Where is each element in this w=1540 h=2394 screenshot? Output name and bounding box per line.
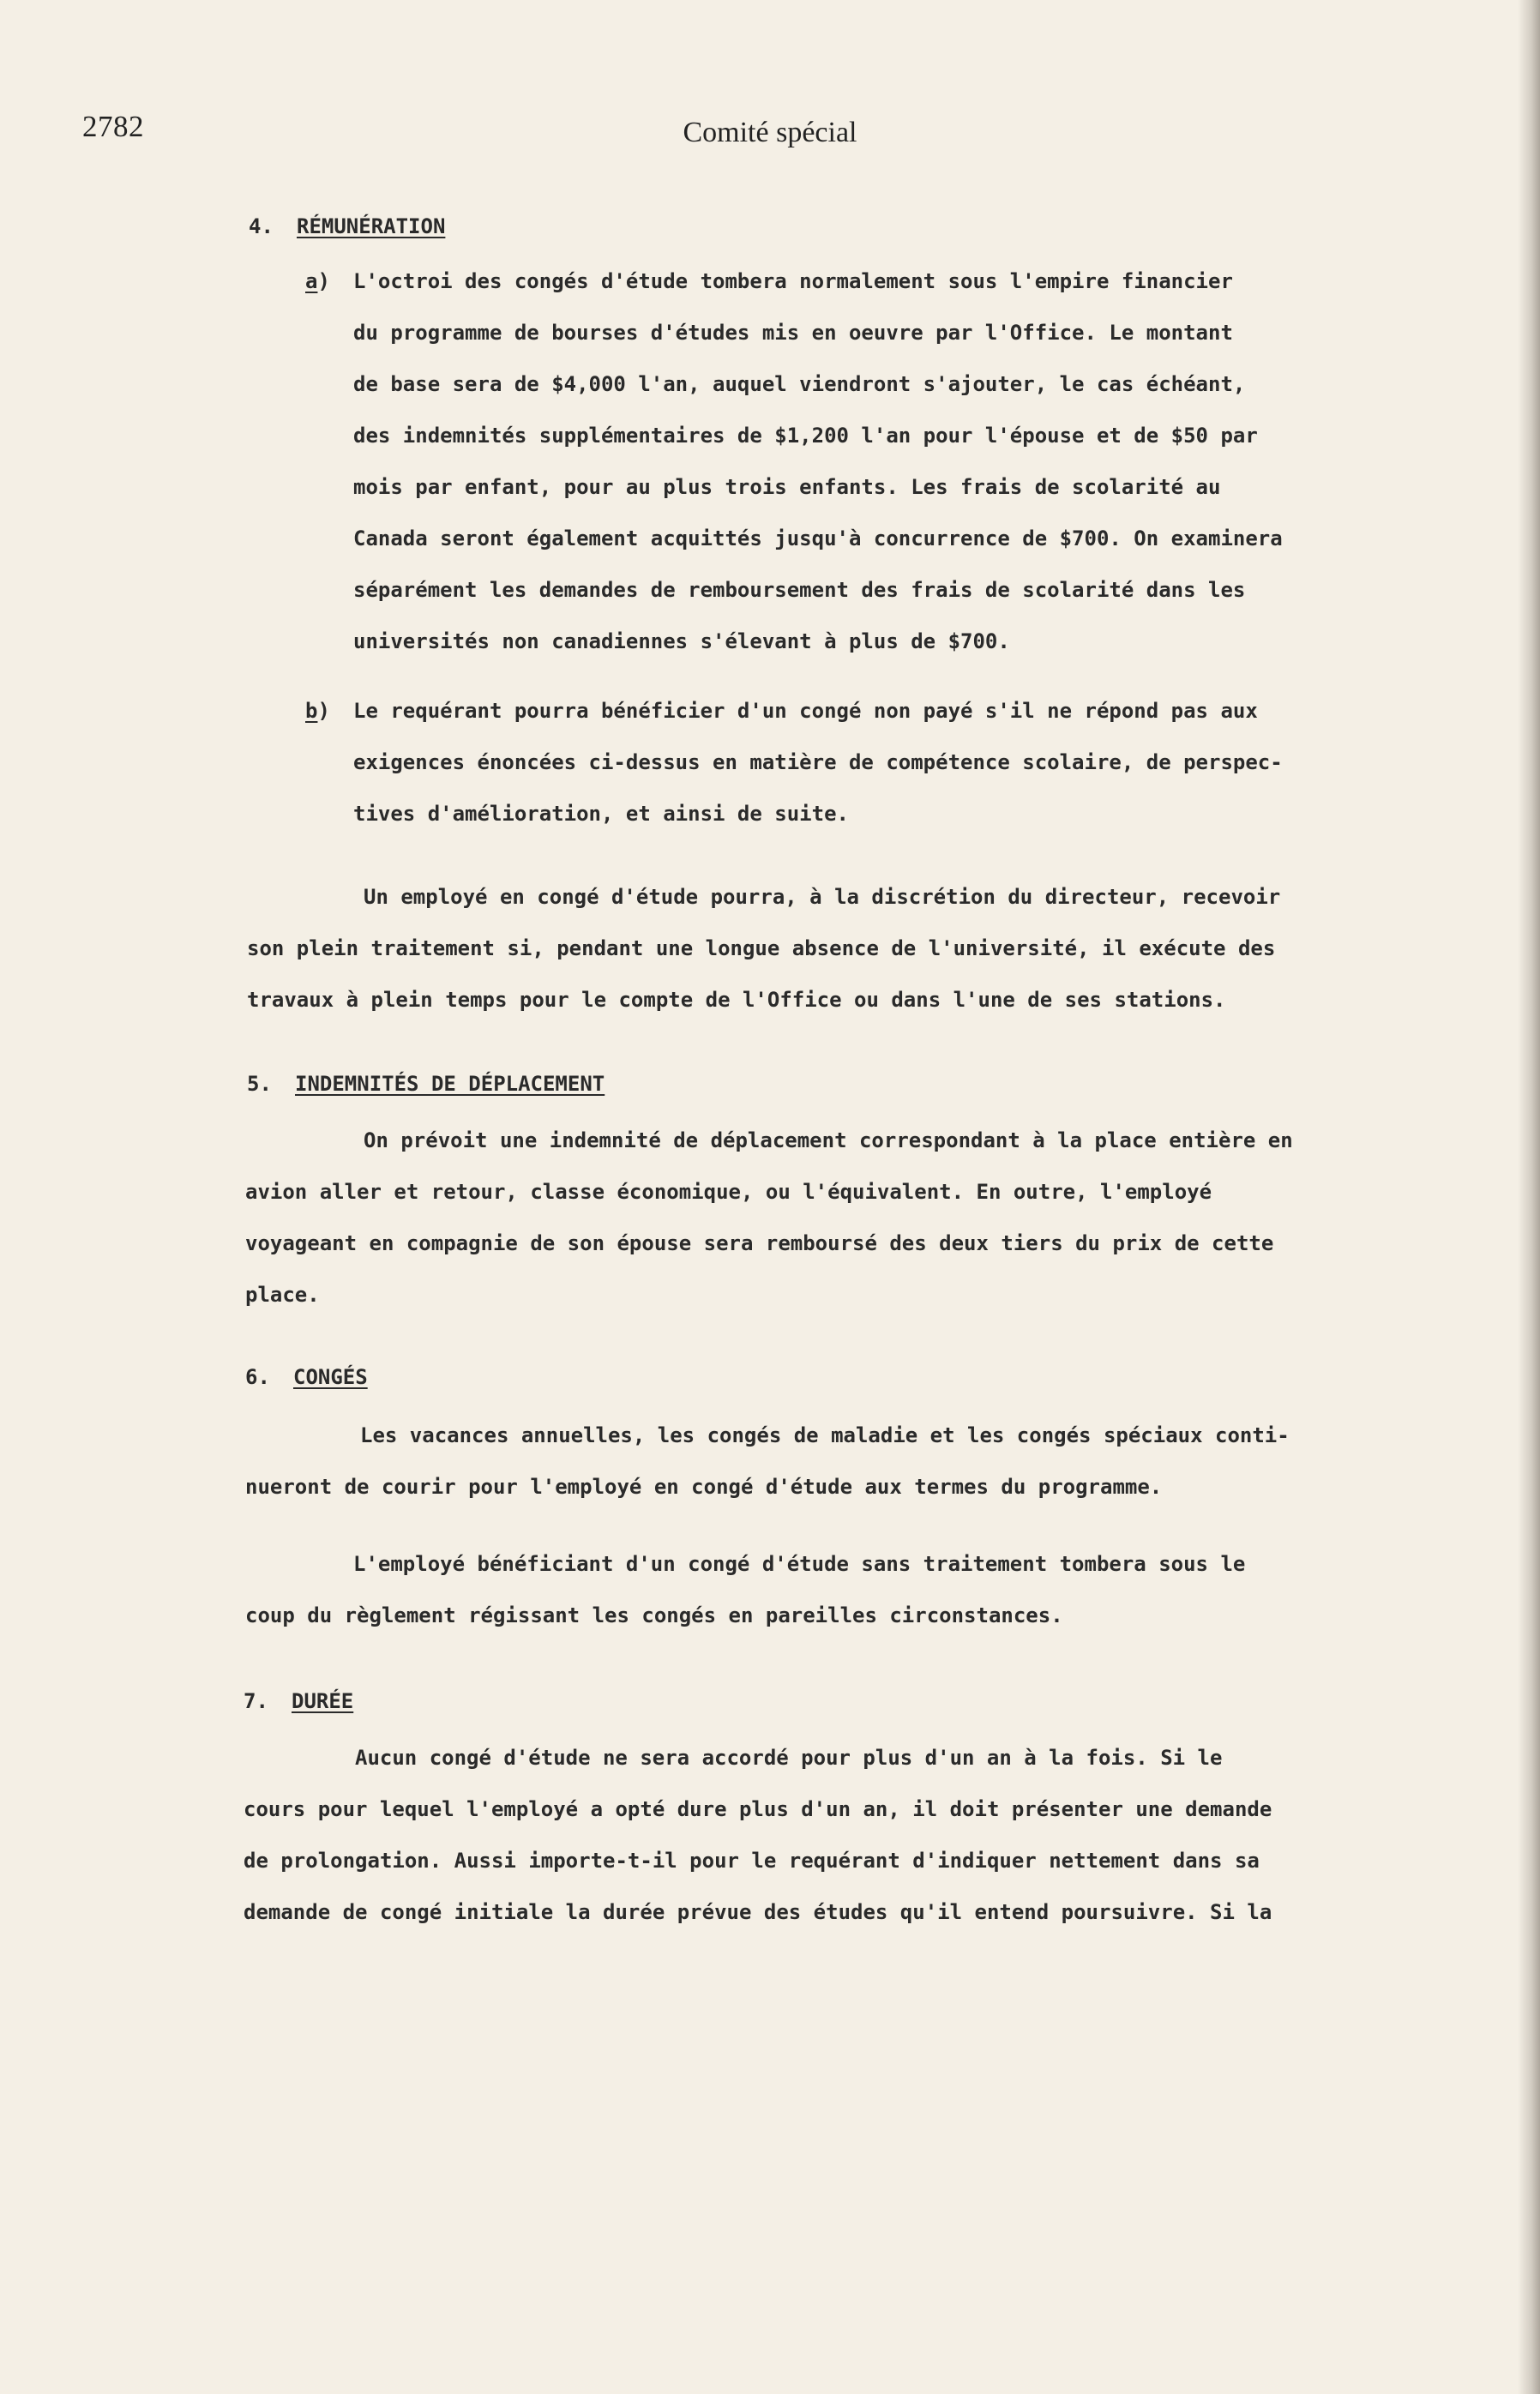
- text-line: coup du règlement régissant les congés en pareilles circonstances.: [245, 1603, 1063, 1627]
- section-5-heading: [247, 1072, 605, 1096]
- text-line: L'octroi des congés d'étude tombera normalement sous l'empire financier: [353, 269, 1233, 293]
- section-title: RÉMUNÉRATION: [297, 214, 446, 238]
- page-edge-shadow: [1518, 0, 1540, 2394]
- text-line: du programme de bourses d'études mis en oeuvre par l'Office. Le montant: [353, 321, 1233, 345]
- section-6-heading: [245, 1365, 368, 1389]
- text-line: séparément les demandes de remboursement des frais de scolarité dans les: [353, 578, 1246, 602]
- item-a-marker: [305, 269, 330, 293]
- section-number: 6.: [245, 1365, 270, 1389]
- page-number: 2782: [82, 110, 144, 143]
- section-number: 7.: [244, 1689, 268, 1713]
- text-line: On prévoit une indemnité de déplacement correspondant à la place entière en: [364, 1128, 1293, 1152]
- item-b-marker: [305, 699, 330, 723]
- section-7-heading: [244, 1689, 353, 1713]
- text-line: tives d'amélioration, et ainsi de suite.: [353, 802, 849, 826]
- text-line: cours pour lequel l'employé a opté dure plus d'un an, il doit présenter une demande: [244, 1797, 1272, 1821]
- section-title: DURÉE: [292, 1689, 354, 1713]
- text-line: travaux à plein temps pour le compte de l'Office ou dans l'une de ses stations.: [247, 988, 1226, 1012]
- text-line: Canada seront également acquittés jusqu'à concurrence de $700. On examinera: [353, 526, 1283, 550]
- text-line: universités non canadiennes s'élevant à plus de $700.: [353, 629, 1010, 653]
- section-number: 4.: [249, 214, 274, 238]
- text-line: Un employé en congé d'étude pourra, à la discrétion du directeur, recevoir: [364, 885, 1281, 909]
- text-line: de base sera de $4,000 l'an, auquel viendront s'ajouter, le cas échéant,: [353, 372, 1246, 396]
- section-title: CONGÉS: [293, 1365, 368, 1389]
- text-line: demande de congé initiale la durée prévue des études qu'il entend poursuivre. Si la: [244, 1900, 1272, 1924]
- text-line: L'employé bénéficiant d'un congé d'étude sans traitement tombera sous le: [353, 1552, 1246, 1576]
- text-line: Le requérant pourra bénéficier d'un congé non payé s'il ne répond pas aux: [353, 699, 1258, 723]
- section-4-heading: [249, 214, 445, 238]
- section-title: INDEMNITÉS DE DÉPLACEMENT: [295, 1072, 605, 1096]
- text-line: des indemnités supplémentaires de $1,200 l'an pour l'épouse et de $50 par: [353, 424, 1258, 448]
- item-paren: ): [317, 269, 330, 293]
- text-line: de prolongation. Aussi importe-t-il pour le requérant d'indiquer nettement dans sa: [244, 1849, 1260, 1873]
- item-label: b: [305, 699, 318, 723]
- text-line: son plein traitement si, pendant une longue absence de l'université, il exécute des: [247, 936, 1276, 960]
- text-line: place.: [245, 1283, 320, 1307]
- item-paren: ): [317, 699, 330, 723]
- text-line: exigences énoncées ci-dessus en matière de compétence scolaire, de perspec-: [353, 750, 1283, 774]
- text-line: mois par enfant, pour au plus trois enfants. Les frais de scolarité au: [353, 475, 1221, 499]
- running-head: Comité spécial: [683, 117, 857, 148]
- text-line: voyageant en compagnie de son épouse sera remboursé des deux tiers du prix de cette: [245, 1231, 1274, 1255]
- section-number: 5.: [247, 1072, 272, 1096]
- item-label: a: [305, 269, 318, 293]
- text-line: Les vacances annuelles, les congés de maladie et les congés spéciaux conti-: [360, 1423, 1290, 1447]
- text-line: Aucun congé d'étude ne sera accordé pour plus d'un an à la fois. Si le: [355, 1746, 1223, 1770]
- text-line: avion aller et retour, classe économique, ou l'équivalent. En outre, l'employé: [245, 1180, 1212, 1204]
- text-line: nueront de courir pour l'employé en congé d'étude aux termes du programme.: [245, 1475, 1163, 1499]
